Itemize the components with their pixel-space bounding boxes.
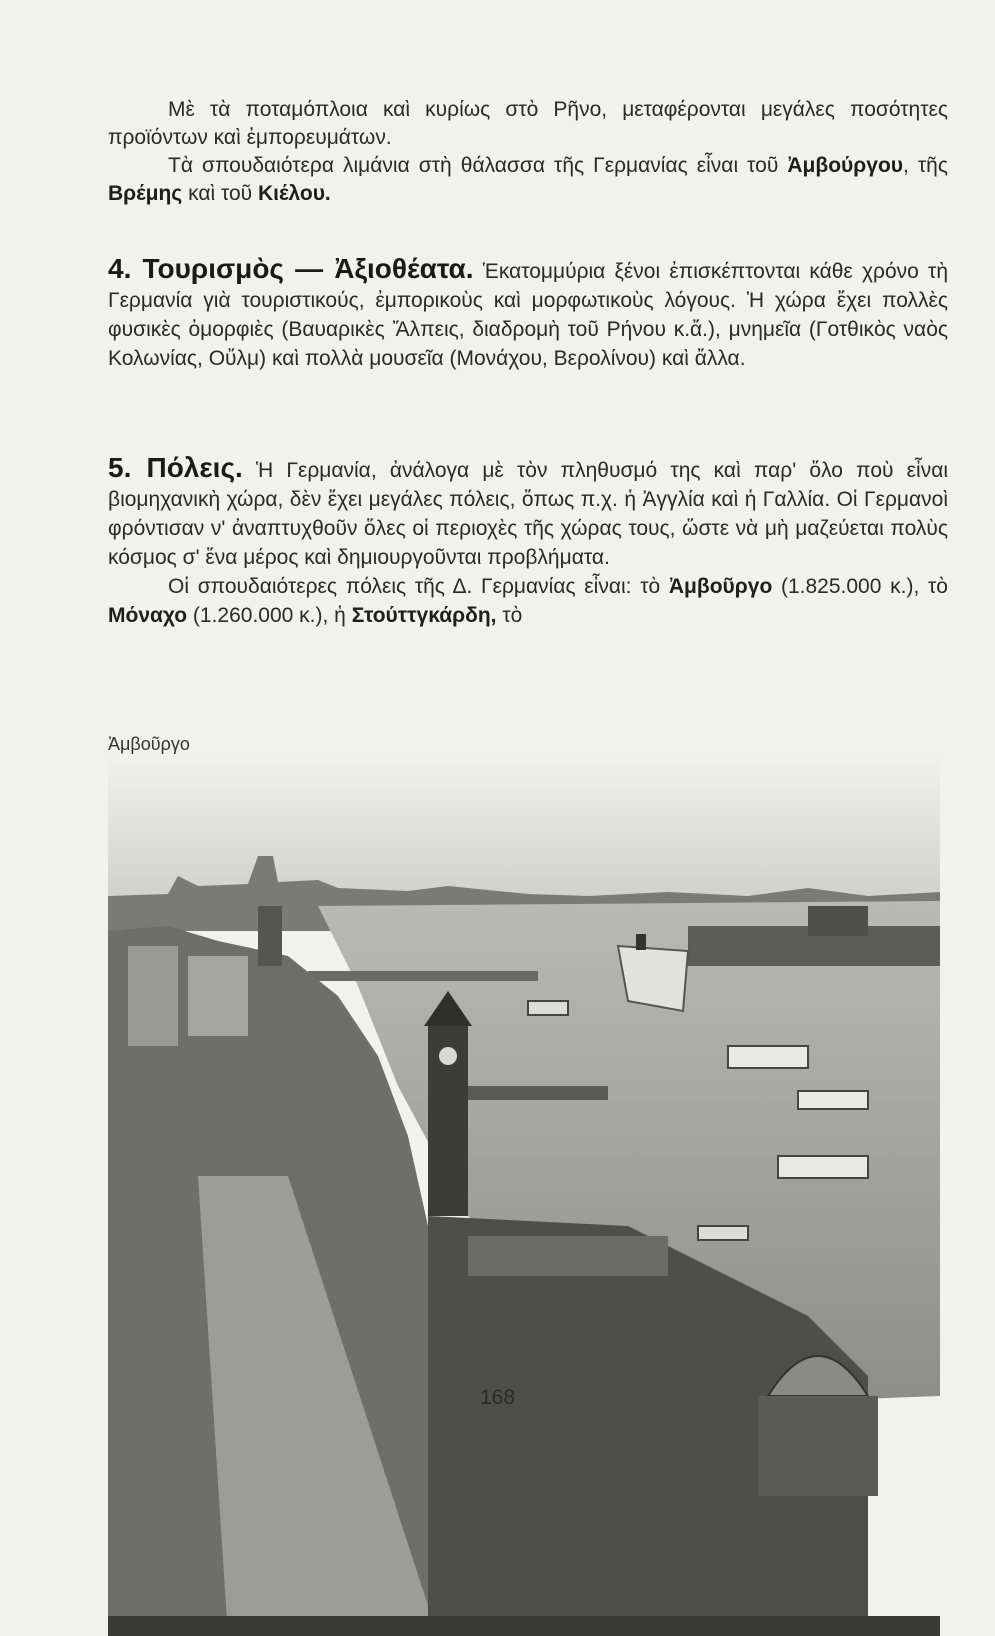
section-4-paragraph <box>108 254 948 373</box>
pier <box>468 1086 608 1100</box>
city-stuttgart: Στούττγκάρδη, <box>351 604 497 627</box>
intro-paragraph-2 <box>108 152 948 208</box>
population-hamburg: (1.825.000 κ.), τὸ <box>781 575 948 598</box>
ferry-boat <box>728 1046 808 1068</box>
page-number: 168 <box>479 1386 516 1409</box>
domed-building <box>758 1396 878 1496</box>
small-boat <box>698 1226 748 1240</box>
city-munich: Μόναχο <box>108 604 188 627</box>
hamburg-harbor-photo <box>108 756 940 1636</box>
city-hamburg: Ἀμβοῦργο <box>668 575 773 598</box>
section-5-heading: 5. Πόλεις. <box>108 452 243 483</box>
cities-continuation-text: τὸ <box>502 604 523 627</box>
building-roofline <box>468 1236 668 1276</box>
photo-bottom-edge <box>108 1616 940 1636</box>
apartment-block <box>188 956 248 1036</box>
section-5-text: Ἡ Γερμανία, ἀνάλογα μὲ τὸν πληθυσμό της καὶ παρ' ὅλο ποὺ εἶναι βιομηχανικὴ χώρα, δὲν ἔχει μεγάλες πόλεις, ὅπως π.χ. ἡ Ἀγγλία καὶ ἡ Γαλλία. Οἱ Γερμανοὶ φρόντισαν ν' ἀναπτυχθοῦν ὅλες οἱ περιοχὲς τῆς χώρας τους, ὥστε νὰ μὴ μαζεύεται πολὺς κόσμος σ' ἕνα μέρος καὶ δημιουργοῦνται προβλήματα. <box>108 459 949 569</box>
dock-building <box>808 906 868 936</box>
pier <box>308 971 538 981</box>
section-4-text: Ἑκατομμύρια ξένοι ἐπισκέπτονται κάθε χρόνο τὴ Γερμανία γιὰ τουριστικούς, ἐμπορικοὺς καὶ μορφωτικοὺς λόγους. Ἡ χώρα ἔχει πολλὲς φυσικὲς ὀμορφιὲς (Βαυαρικὲς Ἄλπεις, διαδρομὴ τοῦ Ρήνου κ.ἄ.), μνημεῖα (Γοτθικὸς ναὸς Κολωνίας, Οὔλμ) καὶ πολλὰ μουσεῖα (Μονάχου, Βερολίνου) καὶ ἄλλα. <box>108 260 948 370</box>
section-5 <box>108 453 948 630</box>
section-4-heading: 4. Τουρισμὸς — Ἀξιοθέατα. <box>108 253 474 284</box>
intro-text <box>108 96 948 208</box>
ship-funnel <box>636 934 646 950</box>
section-5-paragraph-1 <box>108 453 948 572</box>
intro-paragraph-1: Μὲ τὰ ποταμόπλοια καὶ κυρίως στὸ Ρῆνο, μεταφέρονται μεγάλες ποσότητες προϊόντων καὶ ἐμπορευμάτων. <box>108 98 948 149</box>
port-hamburg: Ἀμβούργου <box>787 154 903 177</box>
intro-paragraph-2-text: , τῆς <box>903 154 948 177</box>
cities-intro-text: Οἱ σπουδαιότερες πόλεις τῆς Δ. Γερμανίας εἶναι: τὸ <box>168 575 661 598</box>
clock-face <box>439 1047 457 1065</box>
apartment-block <box>128 946 178 1046</box>
port-bremen: Βρέμης <box>108 182 183 205</box>
intro-paragraph-2-text: καὶ τοῦ <box>188 182 253 205</box>
sky <box>108 756 940 904</box>
ocean-liner <box>618 946 688 1011</box>
port-kiel: Κιέλου. <box>257 182 331 205</box>
ferry-boat <box>798 1091 868 1109</box>
ferry-boat <box>778 1156 868 1178</box>
section-5-paragraph-2 <box>108 572 948 630</box>
population-munich: (1.260.000 κ.), ἡ <box>192 604 346 627</box>
section-4 <box>108 254 948 373</box>
intro-paragraph-2-text: Τὰ σπουδαιότερα λιμάνια στὴ θάλασσα τῆς Γερμανίας εἶναι τοῦ <box>168 154 779 177</box>
small-boat <box>528 1001 568 1015</box>
photo-caption: Ἀμβοῦργο <box>108 734 190 754</box>
gasometer-tower <box>258 906 282 966</box>
